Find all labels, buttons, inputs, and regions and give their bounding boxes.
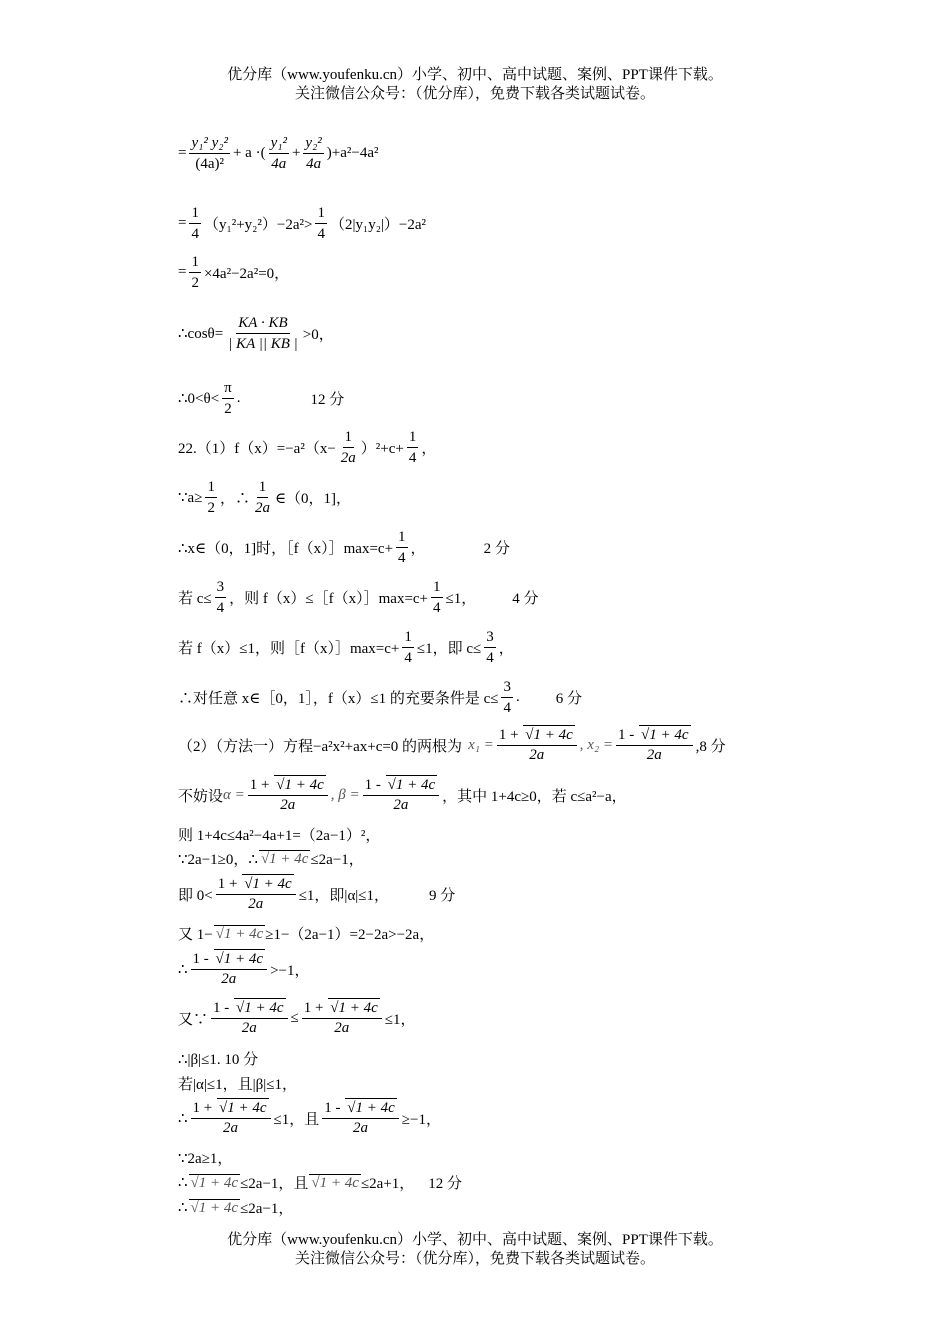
plus-sign: + xyxy=(291,145,301,161)
fraction-one-quarter: $\frac{1}{4}$ xyxy=(398,529,406,566)
fraction-x2-root: $\frac{1 - √ 1 + 4c}{2a}$ xyxy=(616,725,693,765)
score-4: 4 分 xyxy=(512,591,539,607)
fraction-three-quarters: $\frac{3}{4}$ xyxy=(503,679,511,716)
header-line-1: 优分库（www.youfenku.cn）小学、初中、高中试题、案例、PPT课件下载。 xyxy=(227,67,723,83)
fraction-beta-root: 1 - √ 1 + 4c 2a xyxy=(191,949,268,989)
l7-c: ∈（0，1]， xyxy=(274,491,352,507)
score-6: 6 分 xyxy=(555,691,582,707)
line-5 xyxy=(178,378,344,419)
footer-line-1: 优分库（www.youfenku.cn）小学、初中、高中试题、案例、PPT课件下载。 xyxy=(227,1232,723,1248)
q22-b: ）²+c+ xyxy=(360,441,404,457)
l11-a: ∴对任意 x∈［0，1］，f（x）≤1 的充要条件是 c≤ xyxy=(178,691,499,707)
l15-b: ≤2a−1， xyxy=(310,852,364,868)
page-header xyxy=(0,66,950,104)
l16-b: ≤1，即|α|≤1， xyxy=(298,887,390,904)
l25-a: ∴ xyxy=(178,1200,188,1216)
line-4-pre: ∴cosθ= xyxy=(178,326,224,342)
alpha-label: α = xyxy=(223,786,245,803)
line-5-pre: ∴0<θ< xyxy=(178,391,220,407)
score-9: 9 分 xyxy=(429,887,456,904)
line-16 xyxy=(178,874,455,914)
line-9 xyxy=(178,577,539,618)
line-3 xyxy=(178,252,289,293)
l12-a: （2）（方法一）方程−a²x²+ax+c=0 的两根为 xyxy=(178,738,463,755)
l9-a: 若 c≤ xyxy=(178,591,212,607)
line-1 xyxy=(178,133,379,174)
eq-sign: = xyxy=(178,145,187,161)
fraction-beta-root: $\frac{1 - √ 1 + 4c}{2a}$ xyxy=(211,998,288,1038)
fraction-one-half: $\frac{1}{2}$ xyxy=(207,479,215,516)
fraction-pi-over-2: π 2 xyxy=(224,380,232,417)
score-12: 12 分 xyxy=(310,392,345,408)
l8-b: ， xyxy=(410,541,426,557)
fraction-y2sq-over-4a: $\frac{\text{y₂²}}{4a}$ xyxy=(305,135,322,172)
line-23 xyxy=(178,1147,232,1168)
line-20 xyxy=(178,1048,258,1069)
line-2 xyxy=(178,203,426,244)
line-q22 xyxy=(178,427,436,468)
l18-b: >−1， xyxy=(270,962,310,979)
l10-b: ≤1，即 c≤ xyxy=(416,641,482,657)
fraction-alpha-root: $\frac{1 + √ 1 + 4c}{2a}$ xyxy=(191,1098,271,1138)
fraction-1-over-2a: $\frac{1}{2a}$ xyxy=(340,429,356,466)
l24-b: ≤2a−1，且 xyxy=(240,1176,309,1192)
l21: 若|α|≤1，且|β|≤1， xyxy=(178,1077,297,1093)
x2-label: , x₂ = xyxy=(579,736,614,753)
fraction-beta-root: $\frac{1 - √ 1 + 4c}{2a}$ xyxy=(322,1098,399,1138)
fraction-one-quarter: $\frac{1}{4}$ xyxy=(404,629,412,666)
l24-c: ≤2a+1， xyxy=(360,1176,415,1192)
l19-c: ≤1， xyxy=(384,1011,416,1028)
l13-a: 不妨设 xyxy=(178,788,224,805)
close-paren: ) xyxy=(326,145,332,161)
line-19 xyxy=(178,998,415,1038)
line-8 xyxy=(178,527,510,568)
line-13 xyxy=(178,775,627,815)
l10-a: 若 f（x）≤1，则［f（x）］max=c+ xyxy=(178,641,400,657)
l22-b: ≤1，且 xyxy=(273,1111,320,1128)
line-11 xyxy=(178,677,582,718)
l17-a: 又 1− xyxy=(178,927,213,943)
l10-c: ， xyxy=(498,641,514,657)
fraction-alpha-root: $\frac{1 + √ 1 + 4c}{2a}$ xyxy=(216,874,296,914)
fraction-three-quarters: $\frac{3}{4}$ xyxy=(486,629,494,666)
line-24 xyxy=(178,1172,462,1193)
eq-sign: = xyxy=(178,264,187,280)
fraction-y1y2-over-4a-sq: $\frac{\text{y₁² y₂²}}{\text{(4a)²}}$ xyxy=(191,135,228,172)
score-2: 2 分 xyxy=(483,541,510,557)
line-14 xyxy=(178,824,380,845)
l12-b: ,8 分 xyxy=(695,738,726,755)
sqrt-1-plus-4c: √ 1 + 4c xyxy=(189,1174,241,1192)
q22-c: ， xyxy=(421,441,437,457)
fraction-one-quarter: $\frac{1}{4}$ xyxy=(433,579,441,616)
fraction-1-over-2a: 1 2a xyxy=(254,479,270,516)
sqrt-1-plus-4c: √ 1 + 4c xyxy=(214,925,266,943)
fraction-one-quarter: $\frac{1}{4}$ xyxy=(408,429,417,466)
fraction-y1sq-over-4a: y₁² 4a xyxy=(270,135,287,172)
l22-a: ∴ xyxy=(178,1110,188,1127)
l23: ∵2a≥1， xyxy=(178,1151,233,1167)
x1-label: x₁ = xyxy=(468,736,494,753)
l11-b: . xyxy=(515,689,520,705)
plus-a-dot: + a ·( xyxy=(232,145,266,161)
line-22 xyxy=(178,1098,441,1138)
l14: 则 1+4c≤4a²−4a+1=（2a−1）²， xyxy=(178,828,381,844)
eq-sign: = xyxy=(178,215,187,231)
fraction-one-quarter: 1 4 xyxy=(317,205,325,242)
l9-c: ≤1， xyxy=(445,591,477,607)
l13-b: ，其中 1+4c≥0，若 c≤a²−a， xyxy=(442,788,627,805)
line-3-text: ×4a²−2a²=0， xyxy=(203,266,290,282)
l19-b: ≤ xyxy=(290,1009,299,1026)
sqrt-1-plus-4c: √ 1 + 4c xyxy=(309,1174,361,1192)
footer-line-2: 关注微信公众号：（优分库），免费下载各类试题试卷。 xyxy=(294,1251,655,1267)
l24-a: ∴ xyxy=(178,1175,188,1191)
l22-c: ≥−1， xyxy=(401,1111,441,1128)
line-7 xyxy=(178,477,351,518)
l15-a: ∵2a−1≥0，∴ xyxy=(178,852,258,868)
line-2-b: （2|y₁y₂|）−2a² xyxy=(329,217,427,233)
fraction-x1-root: $\frac{1 + √ 1 + 4c}{2a}$ xyxy=(497,725,577,765)
q22-a: 22.（1）f（x）=−a²（x− xyxy=(178,441,336,457)
line-2-a: （y₁²+y₂²）−2a²> xyxy=(203,217,313,233)
fraction-three-quarters: $\frac{3}{4}$ xyxy=(216,579,225,616)
line-18 xyxy=(178,949,309,989)
line-15 xyxy=(178,848,364,869)
fraction-beta-root: $\frac{1 - √ 1 + 4c}{2a}$ xyxy=(363,775,440,815)
l18-a: ∴ xyxy=(178,961,188,978)
l8-a: ∴x∈（0，1]时，［f（x）］max=c+ xyxy=(178,541,394,557)
l25-b: ≤2a−1， xyxy=(240,1201,294,1217)
l7-a: ∵a≥ xyxy=(178,490,203,506)
line-4 xyxy=(178,313,334,354)
line-1-tail: +a²−4a² xyxy=(331,145,379,161)
l7-b: ，∴ xyxy=(219,491,250,507)
page-footer xyxy=(0,1231,950,1269)
sqrt-1-plus-4c: √ 1 + 4c xyxy=(259,850,311,868)
header-line-2: 关注微信公众号：（优分库），免费下载各类试题试卷。 xyxy=(294,86,655,102)
fraction-alpha-root: $\frac{1 + √ 1 + 4c}{2a}$ xyxy=(302,998,382,1038)
fraction-alpha-root: $\frac{1 + √ 1 + 4c}{2a}$ xyxy=(248,775,328,815)
line-17 xyxy=(178,923,434,944)
l16-a: 即 0< xyxy=(178,887,213,904)
line-21 xyxy=(178,1073,297,1094)
l17-b: ≥1−（2a−1）=2−2a>−2a， xyxy=(265,927,435,943)
fraction-vector-cos: $\frac{KA \cdot KB}{| KA || KB |}$ xyxy=(228,315,298,352)
beta-label: , β = xyxy=(330,786,360,803)
line-10 xyxy=(178,627,514,668)
sqrt-1-plus-4c: √ 1 + 4c xyxy=(189,1199,241,1217)
l9-b: ，则 f（x）≤［f（x）］max=c+ xyxy=(229,591,429,607)
fraction-one-quarter: $\frac{1}{4}$ xyxy=(191,205,199,242)
line-4-post: >0， xyxy=(302,327,334,343)
score-12b: 12 分 xyxy=(428,1176,463,1192)
l19-a: 又∵ xyxy=(178,1011,209,1028)
line-12 xyxy=(178,725,726,765)
l20: ∴|β|≤1. 10 分 xyxy=(178,1052,259,1068)
line-25 xyxy=(178,1197,293,1218)
fraction-one-half: $\frac{1}{2}$ xyxy=(191,254,199,291)
line-5-post: . xyxy=(236,390,241,406)
